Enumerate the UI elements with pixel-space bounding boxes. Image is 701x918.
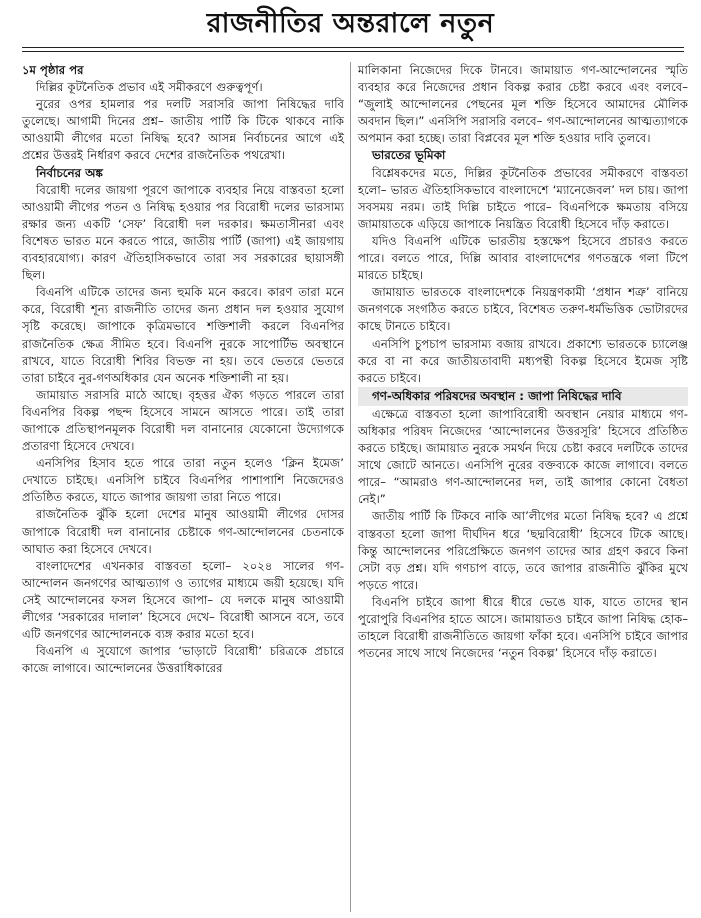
paragraph: বিএনপি এটিকে তাদের জন্য হুমকি মনে করবে। কারণ তারা মনে করে, বিরোধী শূন্য রাজনীতি তাদের জন্য প্রধান দল হওয়ার সুযোগ সৃষ্টি করেছে। জাপাকে কৃত্রিমভাবে শক্তিশালী করলে বিএনপির রাজনৈতিক ক্ষেত্র সীমিত হবে। বিএনপি নুরকে সাপোর্টিভ অবস্থানে রাখবে, যাতে বিরোধী শিবির বিভক্ত না হয়। তবে ভেতরে ভেতরে তারা চাইবে নুর-গণঅধিকার যেন অনেক শক্তিশালী না হয়।: [22, 285, 344, 385]
paragraph: যদিও বিএনপি এটিকে ভারতীয় হস্তক্ষেপ হিসেবে প্রচারও করতে পারে। বলতে পারে, দিল্লি আবার বাংলাদেশের গণতন্ত্রকে গলা টিপে মারতে চাইছে।: [358, 233, 688, 283]
paragraph: বাংলাদেশের এখনকার বাস্তবতা হলো– ২০২৪ সালের গণ-আন্দোলন জনগণের আত্মত্যাগ ও ত্যাগের মাধ্যমে জয়ী হয়েছে। যদি সেই আন্দোলনের ফসল হিসেবে জাপা– যে দলকে মানুষ আওয়ামী লীগের ‘সরকারের দালাল’ হিসেবে দেখে– বিরোধী আসনে বসে, তবে এটি জনগণের আন্দোলনকে ব্যঙ্গ করার মতো হবে।: [22, 558, 344, 642]
headline: রাজনীতির অন্তরালে নতুন: [206, 8, 495, 39]
continued-label: ১ম পৃষ্ঠার পর: [22, 63, 84, 77]
subheading: নির্বাচনের অঙ্ক: [36, 165, 103, 180]
paragraph: এক্ষেত্রে বাস্তবতা হলো জাপাবিরোধী অবস্থান নেয়ার মাধ্যমে গণ-অধিকার পরিষদ নিজেদের ‘আন্দোলনের উত্তরসূরি’ হিসেবে প্রতিষ্ঠিত করতে চাইছে। জামায়াত নুরকে সমর্থন দিয়ে চেষ্টা করবে দলটিকে তাদের সাথে জোটে আনতে। এনসিপি নুরের বক্তব্যকে কাজে লাগাবে। বলতে পারে– “আমরাও গণ-আন্দোলনের দল, তাই জাপার কোনো বৈধতা নেই।”: [358, 406, 688, 507]
right-column: [358, 62, 688, 662]
column-divider: [350, 62, 351, 912]
paragraph: এনসিপি চুপচাপ ভারসাম্য বজায় রাখবে। প্রকাশ্যে ভারতকে চ্যালেঞ্জ করে বা না করে জাতীয়তাবাদী মধ্যপন্থী বিকল্প হিসেবে ইমেজ সৃষ্টি করতে চাইবে।: [358, 336, 688, 385]
paragraph: জামায়াত সরাসরি মাঠে আছে। বৃহত্তর ঐক্য গড়তে পারলে তারা বিএনপির বিকল্প পছন্দ হিসেবে সামনে আসতে পারে। তাই তারা জাপাকে প্রতিস্থাপনমূলক বিরোধী দল বানানোর যেকোনো উদ্যোগকে প্রতারণা হিসেবে দেখবে।: [22, 387, 344, 454]
paragraph: জামায়াত ভারতকে বাংলাদেশকে নিয়ন্ত্রণকামী ‘প্রধান শত্রু’ বানিয়ে জনগণকে সংগঠিত করতে চাইবে, বিশেষত তরুণ-ধর্মভিত্তিক ভোটারদের কাছে টানতে চাইবে।: [358, 285, 688, 334]
paragraph: এনসিপির হিসাব হতে পারে তারা নতুন হলেও ‘ক্লিন ইমেজ’ দেখাতে চাইছে। এনসিপি চাইবে বিএনপির পাশাপাশি নিজেদেরও প্রতিষ্ঠিত করতে, যাতে জাপার জায়গা তারা নিতে পারে।: [22, 456, 344, 505]
paragraph: বিএনপি চাইবে জাপা ধীরে ধীরে ভেঙে যাক, যাতে তাদের স্থান পুরোপুরি বিএনপির হাতে আসে। জামায়াতও চাইবে জাপা নিষিদ্ধ হোক– তাহলে বিরোধী রাজনীতিতে জায়গা ফাঁকা হবে। এনসিপি চাইবে জাপার পতনের সাথে সাথে নিজেদের ‘নতুন বিকল্প’ হিসেবে দাঁড় করাতে।: [358, 594, 688, 661]
paragraph: মালিকানা নিজেদের দিকে টানবে। জামায়াত গণ-আন্দোলনের স্মৃতি ব্যবহার করে নিজেদের প্রধান বিকল্প করার চেষ্টা করবে এবং বলবে– “জুলাই আন্দোলনের পেছনের মূল শক্তি হিসেবে আমাদের মৌলিক অবদান ছিল।” এনসিপি সরাসরি বলবে– গণ-আন্দোলনের আত্মত্যাগকে অপমান করা হচ্ছে। তারা বিপ্লবের মূল শক্তি হওয়ার দাবি তুলবে।: [358, 63, 688, 146]
subheading-boxed: গণ-অধিকার পরিষদের অবস্থান : জাপা নিষিদ্ধের দাবি: [358, 387, 688, 406]
paragraph: বিরোধী দলের জায়গা পূরণে জাপাকে ব্যবহার নিয়ে বাস্তবতা হলো আওয়ামী লীগের পতন ও নিষিদ্ধ হওয়ার পর বিরোধী দলের ভারসাম্য রক্ষার জন্য একটি ‘সেফ’ বিরোধী দল দরকার। ক্ষমতাসীনরা এবং বিশেষত ভারত মনে করতে পারে, জাতীয় পার্টি (জাপা) এই জায়গায় ব্যবহারযোগ্য। কারণ ঐতিহাসিকভাবে তারা সব সরকারের ছায়াসঙ্গী ছিল।: [22, 182, 344, 283]
left-column: [22, 62, 344, 677]
headline-rule-top: [22, 47, 684, 48]
paragraph: বিশ্লেষকদের মতে, দিল্লির কূটনৈতিক প্রভাবের সমীকরণে বাস্তবতা হলো– ভারত ঐতিহাসিকভাবে বাংলাদেশে ‘ম্যানেজেবল’ দল চায়। জাপা সবসময় নরম। তাই দিল্লি চাইতে পারে– বিএনপিকে ক্ষমতায় বসিয়ে জামায়াতকে এড়িয়ে জাপাকে নিয়ন্ত্রিত বিরোধী হিসেবে দাঁড় করাতে।: [358, 165, 688, 231]
paragraph: জাতীয় পার্টি কি টিকবে নাকি আ’লীগের মতো নিষিদ্ধ হবে? এ প্রশ্নে বাস্তবতা হলো জাপা দীর্ঘদিন ধরে ‘ছদ্মবিরোধী’ হিসেবে টিকে আছে। কিন্তু আন্দোলনের পরিপ্রেক্ষিতে জনগণ তাদের আর গ্রহণ করবে কিনা সেটা বড় প্রশ্ন। যদি গণচাপ বাড়ে, তবে জাপার রাজনীতি ঝুঁকির মুখে পড়তে পারে।: [358, 509, 688, 592]
subheading: ভারতের ভূমিকা: [372, 148, 446, 163]
paragraph: নুরের ওপর হামলার পর দলটি সরাসরি জাপা নিষিদ্ধের দাবি তুলেছে। আগামী দিনের প্রশ্ন– জাতীয় পার্টি কি টিকে থাকবে নাকি আওয়ামী লীগের মতো নিষিদ্ধ হবে? আসন্ন নির্বাচনের আগে এই প্রশ্নের উত্তরই নির্ধারণ করবে দেশের রাজনৈতিক পথরেখা।: [22, 97, 344, 163]
paragraph: দিল্লির কূটনৈতিক প্রভাব এই সমীকরণে গুরুত্বপূর্ণ।: [36, 80, 263, 95]
paragraph: রাজনৈতিক ঝুঁকি হলো দেশের মানুষ আওয়ামী লীগের দোসর জাপাকে বিরোধী দল বানানোর চেষ্টাকে গণ-আন্দোলনের চেতনাকে আঘাত করা হিসেবে দেখবে।: [22, 507, 344, 556]
headline-rule-bottom: [22, 51, 684, 52]
paragraph: বিএনপি এ সুযোগে জাপার ‘ভাড়াটে বিরোধী’ চরিত্রকে প্রচারে কাজে লাগাবে। আন্দোলনের উত্তরাধিকারের: [22, 644, 344, 676]
